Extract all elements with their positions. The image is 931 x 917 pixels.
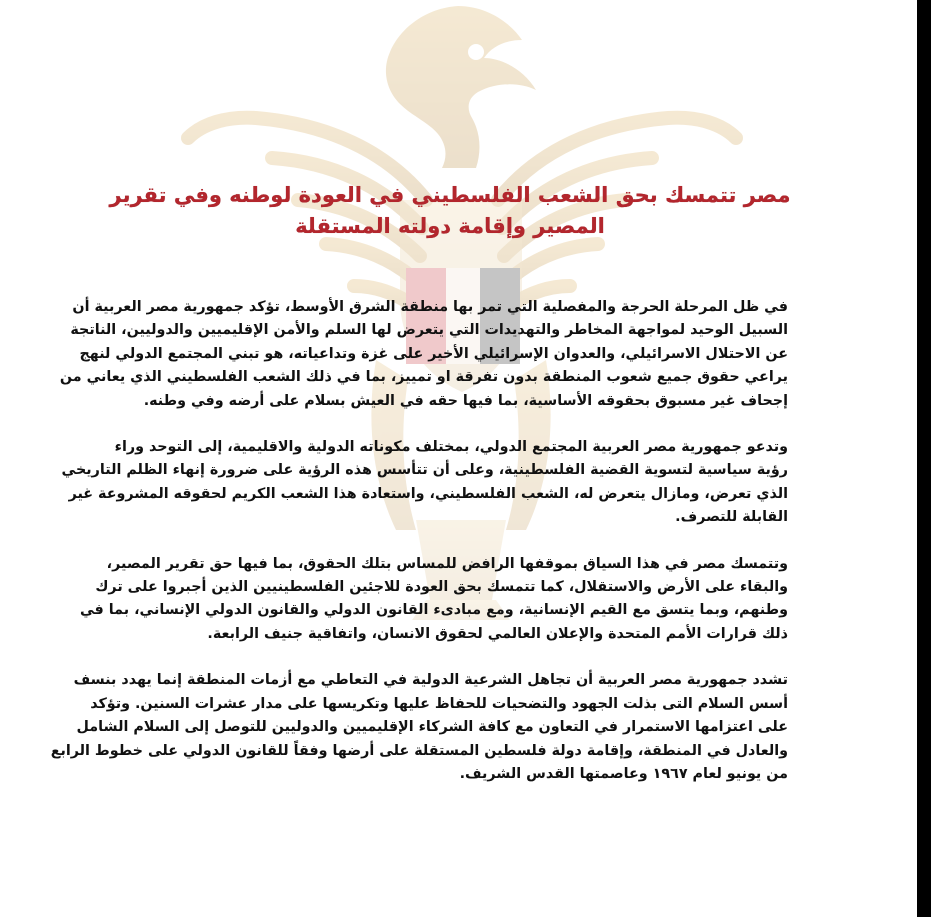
title-line: مصر تتمسك بحق الشعب الفلسطيني في العودة لوطنه وفي تقرير: [109, 183, 791, 207]
eagle-head: [386, 6, 536, 168]
text-line: القابلة للتصرف.: [675, 509, 788, 526]
text-line: والعادل في المنطقة، وإقامة دولة فلسطين المستقلة على أرضها وفقاً للقانون الدولي على خطوط الرابع: [50, 742, 788, 759]
text-line: ذلك قرارات الأمم المتحدة والإعلان العالمي لحقوق الانسان، واتفاقية جنيف الرابعة.: [207, 625, 788, 642]
text-line: السبيل الوحيد لمواجهة المخاطر والتهديدات التي يتعرض لها السلم والأمن الإقليميين والدوليين، الناتجة: [70, 322, 788, 339]
text-line: وتدعو جمهورية مصر العربية المجتمع الدولي، بمختلف مكوناته الدولية والاقليمية، إلى التوحد وراء: [114, 439, 788, 456]
text-line: والبقاء على الأرض والاستقلال، كما تتمسك بحق العودة للاجئين الفلسطينيين الذين أجبروا على ترك: [95, 579, 788, 596]
text-line: من يونيو لعام ١٩٦٧ وعاصمتها القدس الشريف.: [459, 765, 788, 782]
text-line: أسس السلام التى بذلت الجهود والتضحيات للحفاظ عليها وتكريسها على مدار عشرات السنين. وتؤكد: [90, 695, 788, 712]
paragraph-3: [79, 553, 788, 647]
paragraph-2: [61, 436, 788, 530]
text-line: يراعي حقوق جميع شعوب المنطقة بدون تفرقة او تمييز، بما في ذلك الشعب الفلسطيني الذي يعاني من: [59, 369, 788, 386]
statement-body: [50, 296, 788, 786]
paragraph-4: [50, 669, 788, 786]
text-line: إجحاف غير مسبوق بحقوقه الأساسية، بما فيها حقه في العيش بسلام على أرضه وفي وطنه.: [143, 392, 788, 409]
text-line: عن الاحتلال الاسرائيلي، والعدوان الإسرائيلي الأخير على غزة وتداعياته، هو تبني المجتمع الدولي لنهج: [79, 345, 788, 362]
text-line: في ظل المرحلة الحرجة والمفصلية التي تمر بها منطقة الشرق الأوسط، تؤكد جمهورية مصر العربية أن: [72, 299, 788, 315]
text-line: وطنهم، وبما يتسق مع القيم الإنسانية، ومع مبادىء القانون الدولي والقانون الدولي الإنساني، بما في: [79, 602, 788, 619]
screen-edge: [917, 0, 931, 917]
page-title: [90, 180, 810, 242]
text-line: تشدد جمهورية مصر العربية أن تجاهل الشرعية الدولية في التعاطي مع أزمات المنطقة إنما يهدد بنسف: [73, 672, 788, 689]
text-line: على اعتزامها الاستمرار في التعاون مع كافة الشركاء الإقليميين والدوليين للتوصل إلى السلام الشامل: [76, 719, 788, 736]
text-line: وتتمسك مصر في هذا السياق بموقفها الرافض للمساس بتلك الحقوق، بما فيها حق تقرير المصير،: [106, 555, 788, 572]
text-line: رؤية سياسية لتسوية القضية الفلسطينية، وعلى أن تتأسس هذه الرؤية على ضرورة إنهاء الظلم التاريخي: [61, 462, 788, 479]
text-line: الذي تعرض، ومازال يتعرض له، الشعب الفلسطيني، واستعادة هذا الشعب الكريم لحقوقه المشروعة غير: [68, 485, 788, 502]
title-line: المصير وإقامة دولته المستقلة: [295, 214, 605, 238]
paragraph-1: [59, 296, 788, 413]
